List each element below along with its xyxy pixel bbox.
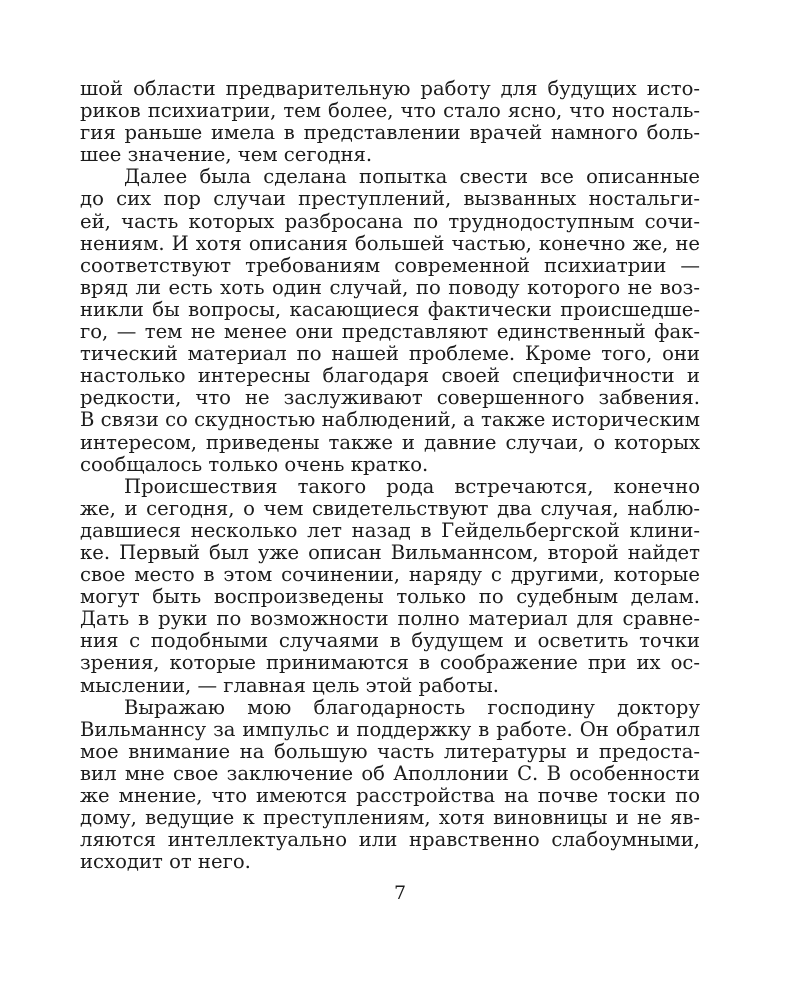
text-line: шой области предварительную работу для будущих исто- bbox=[80, 77, 700, 100]
text-line: мыслении, — главная цель этой работы. bbox=[80, 673, 499, 697]
text-line: мое внимание на большую часть литературы и предоста- bbox=[80, 739, 700, 763]
text-line: вряд ли есть хоть один случай, по поводу которого не воз- bbox=[80, 275, 700, 299]
text-line: исходит от него. bbox=[80, 850, 251, 874]
text-line: нениям. И хотя описания большей частью, конечно же, не bbox=[80, 231, 700, 255]
text-line: сообщалось только очень кратко. bbox=[80, 452, 429, 476]
page-number: 7 bbox=[393, 882, 407, 904]
text-line: никли бы вопросы, касающиеся фактически происшедше- bbox=[80, 297, 700, 321]
text-line: соответствуют требованиям современной психиатрии — bbox=[80, 253, 700, 277]
text-line: могут быть воспроизведены только по судебным делам. bbox=[80, 585, 700, 609]
text-line: давшиеся несколько лет назад в Гейдельбергской клини- bbox=[80, 518, 700, 542]
paragraph bbox=[80, 166, 700, 475]
text-line: гия раньше имела в представлении врачей намного боль- bbox=[80, 121, 700, 145]
text-line: же мнение, что имеются расстройства на почве тоски по bbox=[80, 784, 700, 807]
paragraph bbox=[80, 697, 700, 874]
text-line: тический материал по нашей проблеме. Кроме того, они bbox=[80, 342, 700, 366]
text-line: интересом, приведены также и давние случаи, о которых bbox=[80, 430, 700, 454]
text-line: свое место в этом сочинении, наряду с другими, которые bbox=[80, 563, 700, 587]
text-line: Вильманнсу за импульс и поддержку в работе. Он обратил bbox=[80, 717, 700, 741]
text-line: настолько интересны благодаря своей специфичности и bbox=[80, 364, 700, 388]
text-line: редкости, что не заслуживают совершенного забвения. bbox=[80, 386, 700, 410]
text-line: вил мне свое заключение об Аполлонии С. В особенности bbox=[80, 761, 700, 785]
text-line: ния с подобными случаями в будущем и осветить точки bbox=[80, 629, 700, 653]
page-body bbox=[80, 78, 700, 873]
text-line: зрения, которые принимаются в соображение при их ос- bbox=[80, 651, 700, 675]
text-line: Происшествия такого рода встречаются, конечно bbox=[124, 474, 700, 498]
text-line: дому, ведущие к преступлениям, хотя виновницы и не яв- bbox=[80, 806, 700, 830]
text-line: Далее была сделана попытка свести все описанные bbox=[124, 165, 700, 189]
text-line: риков психиатрии, тем более, что стало ясно, что носталь- bbox=[80, 99, 700, 123]
paragraph bbox=[80, 476, 700, 697]
text-line: же, и сегодня, о чем свидетельствуют два случая, наблю- bbox=[80, 496, 700, 520]
text-line: В связи со скудностью наблюдений, а также историческим bbox=[80, 408, 700, 432]
text-line: ке. Первый был уже описан Вильманнсом, второй найдет bbox=[80, 540, 700, 564]
text-line: ей, часть которых разбросана по труднодоступным сочи- bbox=[80, 209, 700, 233]
text-line: Выражаю мою благодарность господину доктору bbox=[124, 695, 700, 719]
paragraph bbox=[80, 78, 700, 166]
text-line: шее значение, чем сегодня. bbox=[80, 143, 373, 167]
text-line: ляются интеллектуально или нравственно слабоумными, bbox=[80, 828, 700, 852]
text-line: до сих пор случаи преступлений, вызванных ностальги- bbox=[80, 187, 700, 211]
text-line: Дать в руки по возможности полно материал для сравне- bbox=[80, 607, 700, 631]
text-line: го, — тем не менее они представляют единственный фак- bbox=[80, 320, 700, 344]
